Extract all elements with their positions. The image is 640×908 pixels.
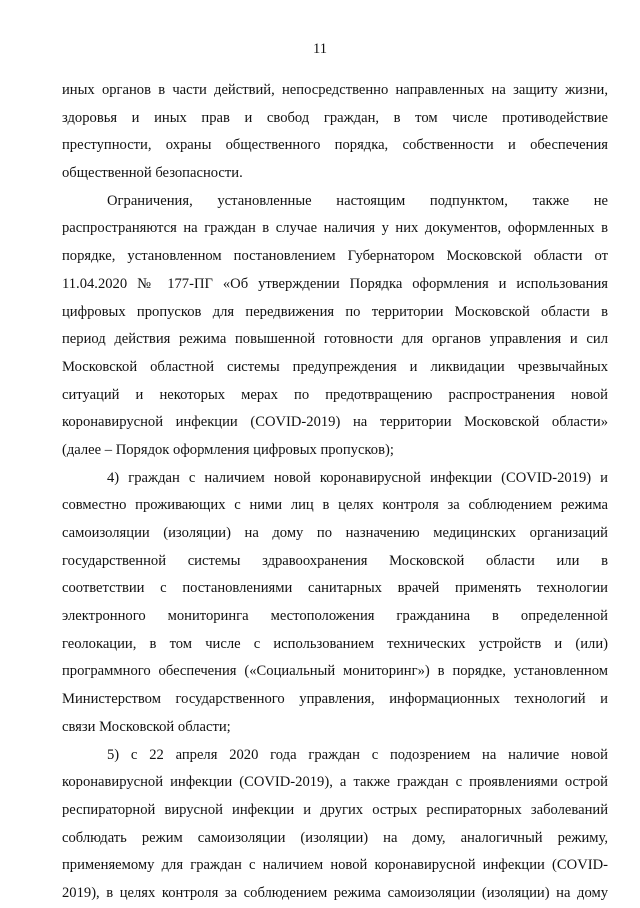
text-line: порядке, установленном постановлением Губернатором Московской области от bbox=[62, 248, 608, 265]
text-line: соответствии с постановлениями санитарных врачей применять технологии bbox=[62, 580, 608, 597]
text-line: коронавирусной инфекции (COVID-2019), а также граждан с проявлениями острой bbox=[62, 774, 608, 791]
text-line: ситуаций и некоторых мерах по предотвращению распространения новой bbox=[62, 386, 608, 403]
text-line: связи Московской области; bbox=[62, 718, 231, 735]
text-line: Министерством государственного управления, информационных технологий и bbox=[62, 691, 608, 708]
text-line: преступности, охраны общественного порядка, собственности и обеспечения bbox=[62, 137, 608, 154]
text-line: (далее – Порядок оформления цифровых пропусков); bbox=[62, 441, 394, 458]
text-line: самоизоляции (изоляции) на дому по назначению медицинских организаций bbox=[62, 525, 608, 541]
text-line: иных органов в части действий, непосредственно направленных на защиту жизни, bbox=[62, 82, 608, 98]
text-line: здоровья и иных прав и свобод граждан, в том числе противодействие bbox=[62, 109, 608, 126]
paragraph-2 bbox=[62, 188, 608, 465]
text-line: период действия режима повышенной готовности для органов управления и сил bbox=[62, 331, 608, 348]
text-line: общественной безопасности. bbox=[62, 165, 243, 182]
paragraph-1 bbox=[62, 77, 608, 188]
text-line: 11.04.2020 № 177-ПГ «Об утверждении Порядка оформления и использования bbox=[62, 275, 608, 292]
text-line: респираторной вирусной инфекции и других острых респираторных заболеваний bbox=[62, 801, 608, 818]
document-body bbox=[62, 77, 608, 908]
text-line: распространяются на граждан в случае наличия у них документов, оформленных в bbox=[62, 220, 608, 237]
text-line: 5) с 22 апреля 2020 года граждан с подозрением на наличие новой bbox=[107, 746, 608, 763]
paragraph-item-5 bbox=[62, 742, 608, 908]
page-number: 11 bbox=[313, 41, 327, 57]
text-line: 2019), в целях контроля за соблюдением режима самоизоляции (изоляции) на дому bbox=[62, 884, 608, 901]
text-line: программного обеспечения («Социальный мониторинг») в порядке, установленном bbox=[62, 663, 608, 680]
text-line: Ограничения, установленные настоящим подпунктом, также не bbox=[107, 192, 608, 209]
text-line: соблюдать режим самоизоляции (изоляции) на дому, аналогичный режиму, bbox=[62, 829, 608, 846]
text-line: цифровых пропусков для передвижения по территории Московской области в bbox=[62, 303, 608, 320]
paragraph-item-4 bbox=[62, 465, 608, 742]
text-line: совместно проживающих с ними лиц в целях контроля за соблюдением режима bbox=[62, 497, 608, 514]
text-line: электронного мониторинга местоположения гражданина в определенной bbox=[62, 608, 608, 625]
text-line: 4) граждан с наличием новой коронавирусной инфекции (COVID-2019) и bbox=[107, 469, 608, 486]
text-line: применяемому для граждан с наличием новой коронавирусной инфекции (COVID- bbox=[62, 857, 608, 874]
text-line: государственной системы здравоохранения Московской области или в bbox=[62, 552, 608, 569]
text-line: геолокации, в том числе с использованием технических устройств и (или) bbox=[62, 635, 608, 652]
text-line: Московской областной системы предупреждения и ликвидации чрезвычайных bbox=[62, 358, 608, 375]
text-line: коронавирусной инфекции (COVID-2019) на территории Московской области» bbox=[62, 414, 608, 431]
